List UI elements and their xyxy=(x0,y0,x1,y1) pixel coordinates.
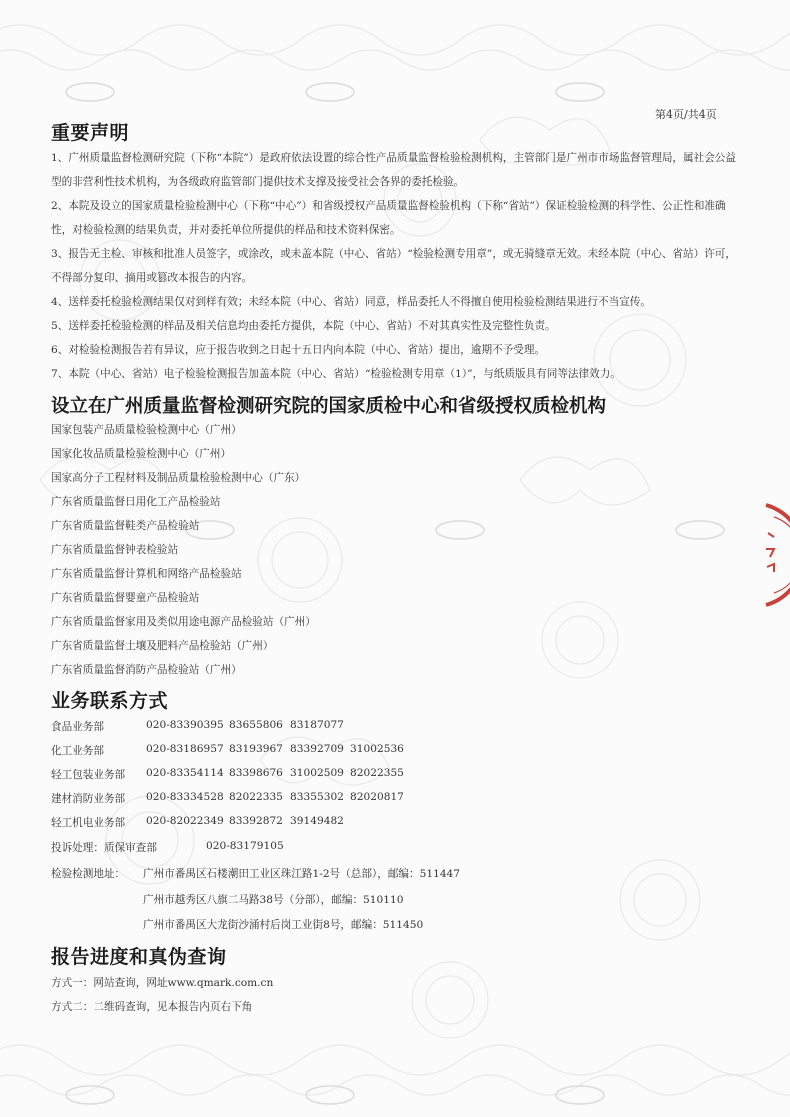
center-item: 广东省质量监督鞋类产品检验站 xyxy=(51,520,200,532)
page-number: 第4页/共4页 xyxy=(655,108,717,121)
center-item: 广东省质量监督消防产品检验站（广州） xyxy=(51,664,242,676)
declaration-item: 4、送样委托检验检测结果仅对到样有效；未经本院（中心、省站）同意，样品委托人不得擅自使用检验检测结果进行不当宣传。 xyxy=(51,296,651,308)
center-item: 广东省质量监督土壤及肥料产品检验站（广州） xyxy=(51,640,274,652)
department-phone: 83655806 xyxy=(229,719,283,731)
declaration-item: 2、本院及设立的国家质量检验检测中心（下称“中心”）和省级授权产品质量监督检验机构（下称“省站”）保证检验检测的科学性、公正性和准确性，对检验检测的结果负责，并对委托单位所提供的样品和技术资料保密。 xyxy=(51,200,726,236)
center-item: 广东省质量监督计算机和网络产品检验站 xyxy=(51,568,242,580)
department-phone: 83398676 xyxy=(229,767,283,779)
department-phone: 83193967 xyxy=(229,743,283,755)
center-item: 国家包装产品质量检验检测中心（广州） xyxy=(51,424,242,436)
address-line: 广州市番禺区大龙街沙涌村后岗工业街8号，邮编：511450 xyxy=(143,919,424,931)
declaration-item: 6、对检验检测报告若有异议，应于报告收到之日起十五日内向本院（中心、省站）提出，逾期不予受理。 xyxy=(51,344,546,356)
department-phone: 020-82022349 xyxy=(146,815,224,827)
department-phone: 83392709 xyxy=(290,743,344,755)
complaint-phone: 020-83179105 xyxy=(206,840,284,852)
center-item: 广东省质量监督日用化工产品检验站 xyxy=(51,496,221,508)
contact-heading: 业务联系方式 xyxy=(51,690,169,712)
department-phone: 83392872 xyxy=(229,815,283,827)
query-method-text: 方式二：二维码查询，见本报告内页右下角 xyxy=(51,1001,253,1013)
department-name: 轻工机电业务部 xyxy=(51,817,126,829)
department-name: 食品业务部 xyxy=(51,721,104,733)
department-phone: 31002509 xyxy=(290,767,344,779)
centers-heading: 设立在广州质量监督检测研究院的国家质检中心和省级授权质检机构 xyxy=(51,396,607,417)
center-item: 广东省质量监督家用及类似用途电源产品检验站（广州） xyxy=(51,616,316,628)
department-phone: 82022355 xyxy=(350,767,404,779)
address-line: 广州市番禺区石楼潮田工业区珠江路1-2号（总部），邮编：511447 xyxy=(143,868,461,880)
declaration-item: 1、广州质量监督检测研究院（下称“本院”）是政府依法设置的综合性产品质量监督检验检测机构，主管部门是广州市市场监督管理局，属社会公益型的非营利性技术机构，为各级政府监管部门提供技术支撑及接受社会各界的委托检验。 xyxy=(51,152,736,188)
center-item: 国家化妆品质量检验检测中心（广州） xyxy=(51,448,232,460)
department-name: 建材消防业务部 xyxy=(51,793,126,805)
department-phone: 31002536 xyxy=(350,743,404,755)
declaration-item: 3、报告无主检、审核和批准人员签字，或涂改，或未盖本院（中心、省站）“检验检测专用章”，或无骑缝章无效。未经本院（中心、省站）许可，不得部分复印、摘用或篡改本报告的内容。 xyxy=(51,248,736,284)
declaration-item: 7、本院（中心、省站）电子检验检测报告加盖本院（中心、省站）“检验检测专用章（1）”，与纸质版具有同等法律效力。 xyxy=(51,368,621,380)
query-method-text: 方式一：网站查询，网址www.qmark.com.cn xyxy=(51,977,274,989)
seal-stamp xyxy=(760,503,790,607)
department-phone: 82020817 xyxy=(350,791,404,803)
declaration-heading: 重要声明 xyxy=(51,122,130,144)
department-name: 轻工包装业务部 xyxy=(51,769,126,781)
department-phone: 82022335 xyxy=(229,791,283,803)
department-phone: 020-83354114 xyxy=(146,767,224,779)
department-phone: 020-83334528 xyxy=(146,791,224,803)
address-line: 广州市越秀区八旗二马路38号（分部），邮编：510110 xyxy=(143,894,404,906)
query-heading: 报告进度和真伪查询 xyxy=(51,946,227,968)
department-phone: 020-83390395 xyxy=(146,719,224,731)
department-name: 化工业务部 xyxy=(51,745,104,757)
department-phone: 83355302 xyxy=(290,791,344,803)
center-item: 广东省质量监督钟表检验站 xyxy=(51,544,179,556)
declaration-item: 5、送样委托检验检测的样品及相关信息均由委托方提供，本院（中心、省站）不对其真实性及完整性负责。 xyxy=(51,320,556,332)
department-phone: 83187077 xyxy=(290,719,344,731)
department-phone: 39149482 xyxy=(290,815,344,827)
center-item: 国家高分子工程材料及制品质量检验检测中心（广东） xyxy=(51,472,306,484)
center-item: 广东省质量监督婴童产品检验站 xyxy=(51,592,200,604)
address-label: 检验检测地址： xyxy=(51,868,126,880)
department-phone: 020-83186957 xyxy=(146,743,224,755)
complaint-label: 投诉处理：质保审查部 xyxy=(51,842,157,854)
